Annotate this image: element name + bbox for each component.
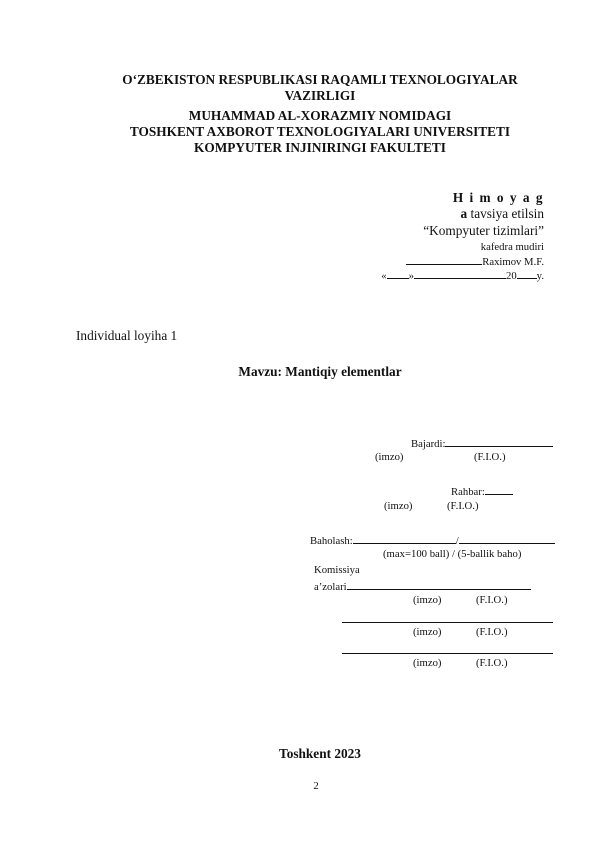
baholash-note: (max=100 ball) / (5-ballik baho) — [383, 548, 522, 560]
approval-recommendation-text: tavsiya etilsin — [467, 206, 544, 221]
ministry-line-2: VAZIRLIGI — [284, 88, 356, 103]
azolari-label: a’zolari — [314, 581, 347, 593]
year-prefix: 20 — [505, 270, 517, 282]
baholash-line — [310, 533, 555, 547]
year-suffix: y. — [536, 270, 544, 282]
head-title: kafedra mudiri — [480, 241, 544, 253]
members-blank — [347, 579, 531, 590]
komissiya-members-line — [314, 579, 531, 593]
ministry-line-1: O‘ZBEKISTON RESPUBLIKASI RAQAMLI TEXNOLOGIYALAR — [122, 72, 518, 87]
day-blank — [387, 268, 409, 279]
bajardi-label: Bajardi: — [411, 438, 446, 450]
department-name: “Kompyuter tizimlari” — [423, 223, 544, 238]
bajardi-fio: (F.I.O.) — [474, 451, 506, 463]
score-blank — [353, 533, 456, 544]
page-number: 2 — [313, 780, 319, 792]
city-year: Toshkent 2023 — [279, 746, 361, 761]
member2-signature-line — [342, 622, 553, 623]
rahbar-fio: (F.I.O.) — [447, 500, 479, 512]
approval-recommendation — [461, 206, 544, 222]
member3-fio: (F.I.O.) — [476, 657, 508, 669]
rahbar-label: Rahbar: — [451, 486, 485, 498]
head-signature-line — [406, 254, 544, 268]
project-title: Individual loyiha 1 — [76, 328, 178, 343]
member2-imzo: (imzo) — [413, 626, 442, 638]
rahbar-imzo: (imzo) — [384, 500, 413, 512]
university-line-2: TOSHKENT AXBOROT TEXNOLOGIYALARI UNIVERSITETI — [129, 124, 511, 139]
date-close-quote: » — [408, 270, 414, 282]
approval-letter-a: a — [460, 206, 468, 221]
bajardi-line — [411, 436, 553, 450]
head-name: Raximov M.F. — [482, 256, 544, 268]
approval-heading: H i m o y a g — [452, 190, 544, 205]
member3-signature-line — [342, 653, 553, 654]
date-open-quote: « — [381, 270, 387, 282]
member1-fio: (F.I.O.) — [476, 594, 508, 606]
komissiya-label: Komissiya — [314, 564, 360, 576]
bajardi-imzo: (imzo) — [375, 451, 404, 463]
year-blank — [517, 268, 537, 279]
bajardi-blank — [445, 436, 553, 447]
rahbar-blank — [485, 484, 513, 495]
member2-fio: (F.I.O.) — [476, 626, 508, 638]
baholash-label: Baholash: — [310, 535, 353, 547]
university-line-1: MUHAMMAD AL-XORAZMIY NOMIDAGI — [188, 108, 452, 123]
rahbar-line — [451, 484, 513, 498]
member1-imzo: (imzo) — [413, 594, 442, 606]
approval-date-line — [381, 268, 544, 282]
month-blank — [414, 268, 506, 279]
member3-imzo: (imzo) — [413, 657, 442, 669]
signature-blank — [406, 254, 482, 265]
grade-blank — [459, 533, 555, 544]
faculty-line: KOMPYUTER INJINIRINGI FAKULTETI — [194, 140, 446, 155]
baholash-slash: / — [455, 535, 459, 547]
project-topic: Mavzu: Mantiqiy elementlar — [238, 364, 402, 379]
